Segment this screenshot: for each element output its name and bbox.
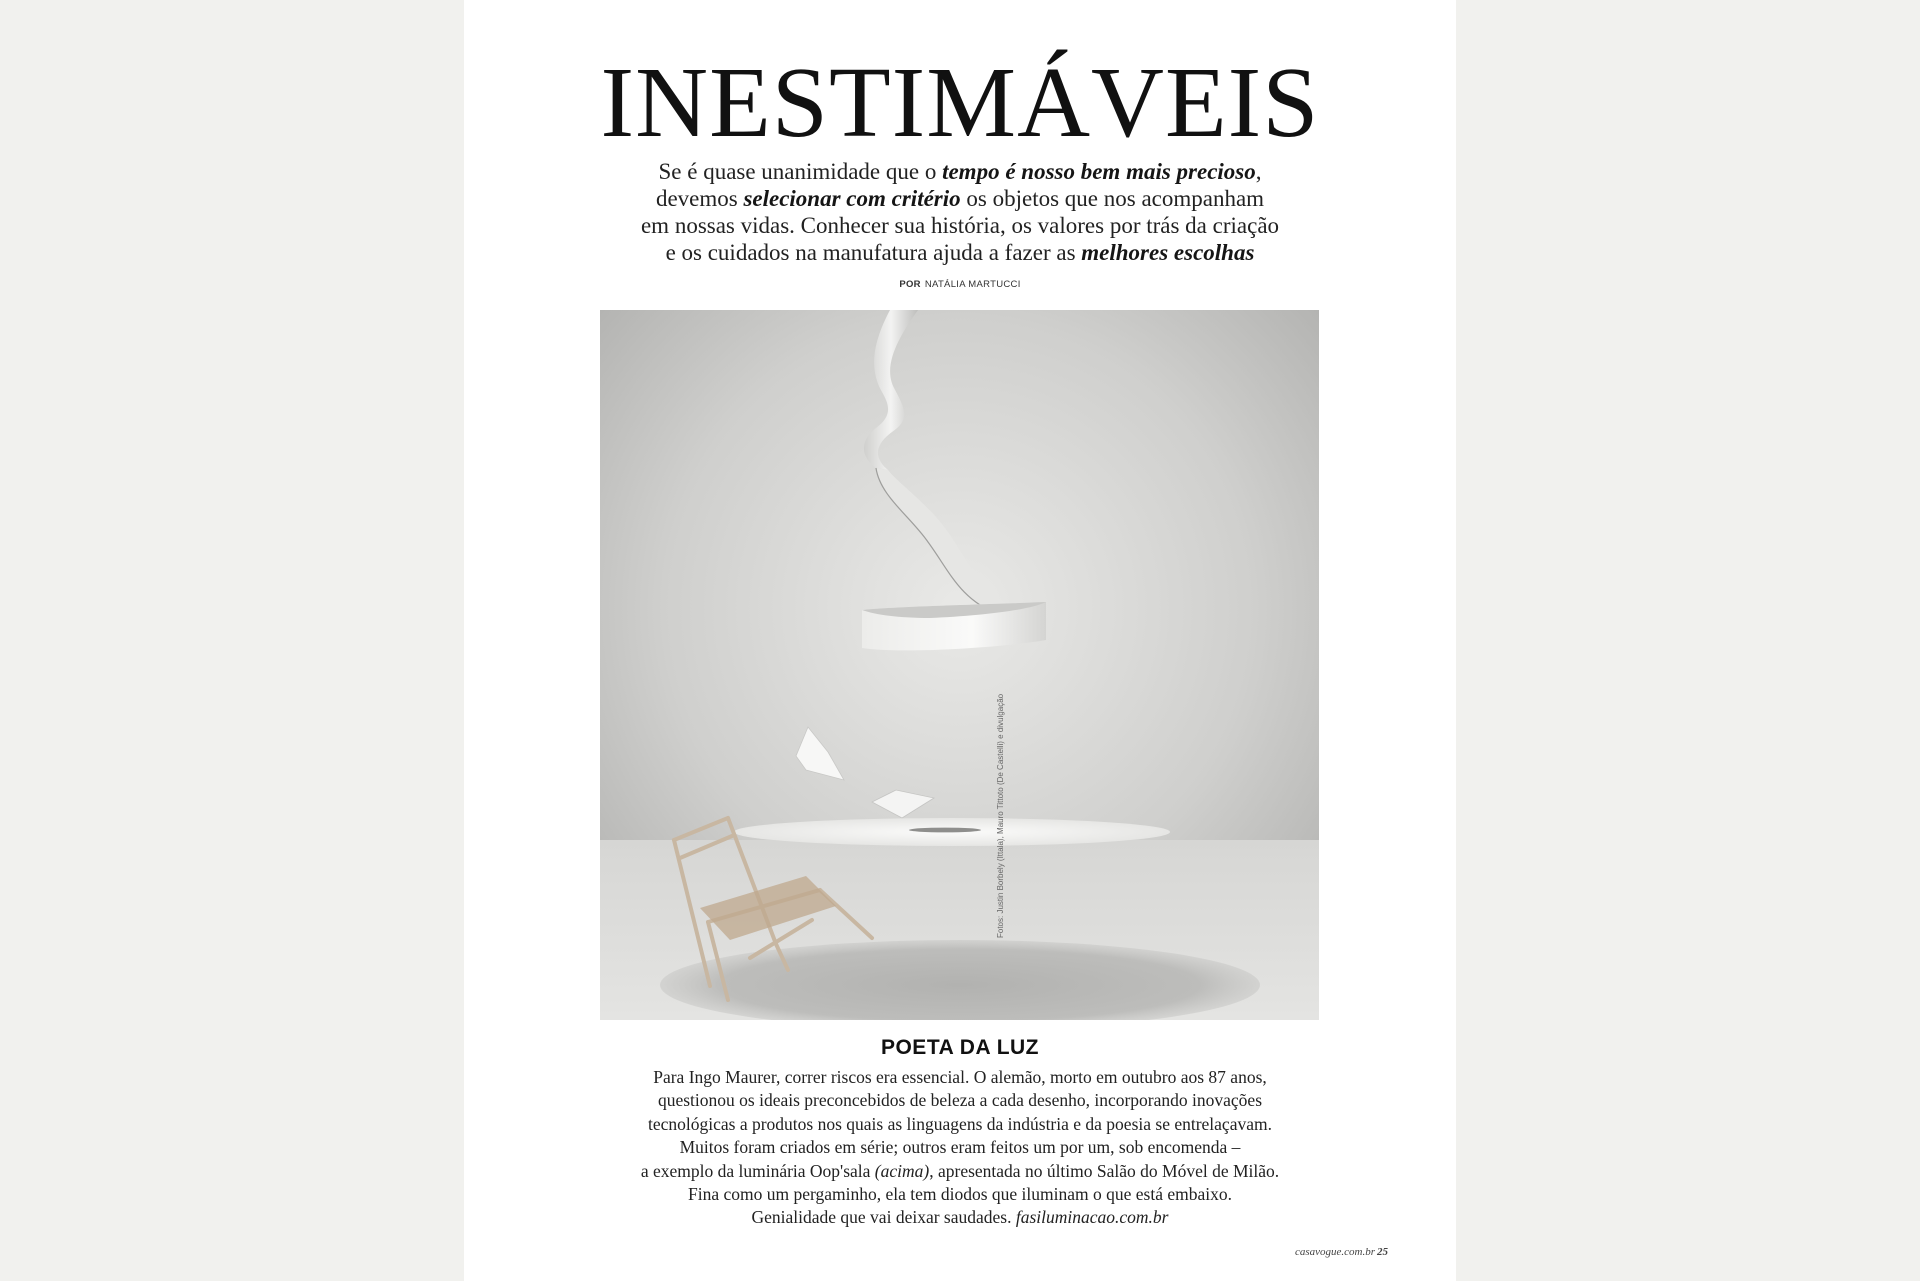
lamp-illustration <box>600 310 1319 1020</box>
body-line <box>574 1160 1346 1183</box>
lamp-disc-hole <box>909 828 981 833</box>
intro-text: e os cuidados na manufatura ajuda a fazer as <box>665 240 1082 265</box>
section-title: POETA DA LUZ <box>880 1036 1040 1059</box>
intro-emphasis: melhores escolhas <box>1081 240 1255 265</box>
intro-line <box>580 158 1340 185</box>
byline-author: NATÁLIA MARTUCCI <box>924 279 1021 290</box>
intro-line <box>580 239 1340 266</box>
byline-prefix: POR <box>899 279 921 290</box>
body-line: tecnológicas a produtos nos quais as linguagens da indústria e da poesia se entrelaçavam. <box>648 1113 1272 1134</box>
intro-text: devemos <box>655 186 744 211</box>
lamp-photo <box>600 310 1319 1020</box>
body-text: , apresentada no último Salão do Móvel de Milão. <box>929 1160 1280 1181</box>
body-line: Para Ingo Maurer, correr riscos era essencial. O alemão, morto em outubro aos 87 anos, <box>653 1067 1267 1087</box>
website-link: fasiluminacao.com.br <box>1015 1207 1169 1228</box>
body-line: Muitos foram criados em série; outros eram feitos um por um, sob encomenda – <box>679 1137 1241 1158</box>
body-emphasis: (acima) <box>874 1160 930 1181</box>
intro-text: os objetos que nos acompanham <box>960 186 1265 211</box>
body-line: questionou os ideais preconcebidos de beleza a cada desenho, incorporando inovações <box>657 1090 1262 1111</box>
intro-emphasis: selecionar com critério <box>743 186 961 211</box>
page-number: 25 <box>1377 1246 1388 1258</box>
byline <box>464 279 1456 290</box>
body-text: a exemplo da luminária Oop'sala <box>640 1160 875 1181</box>
intro-paragraph <box>580 158 1340 266</box>
page-folio <box>1295 1246 1388 1258</box>
intro-line: em nossas vidas. Conhecer sua história, os valores por trás da criação <box>640 213 1280 238</box>
body-line: Fina como um pergaminho, ela tem diodos que iluminam o que está embaixo. <box>687 1184 1232 1205</box>
folio-site: casavogue.com.br <box>1294 1246 1375 1258</box>
intro-text: , <box>1255 159 1262 184</box>
photo-credit: Fotos: Justin Borbely (Ittala), Mauro Tittoto (De Castelli) e divulgação <box>996 693 1005 938</box>
magazine-page <box>464 0 1456 1281</box>
intro-emphasis: tempo é nosso bem mais precioso <box>942 159 1256 184</box>
page-title: INESTIMÁVEIS <box>600 46 1320 158</box>
body-line <box>574 1206 1346 1229</box>
section-body <box>574 1066 1346 1230</box>
intro-text: Se é quase unanimidade que o <box>658 159 943 184</box>
body-text: Genialidade que vai deixar saudades. <box>751 1207 1016 1228</box>
intro-line <box>580 185 1340 212</box>
